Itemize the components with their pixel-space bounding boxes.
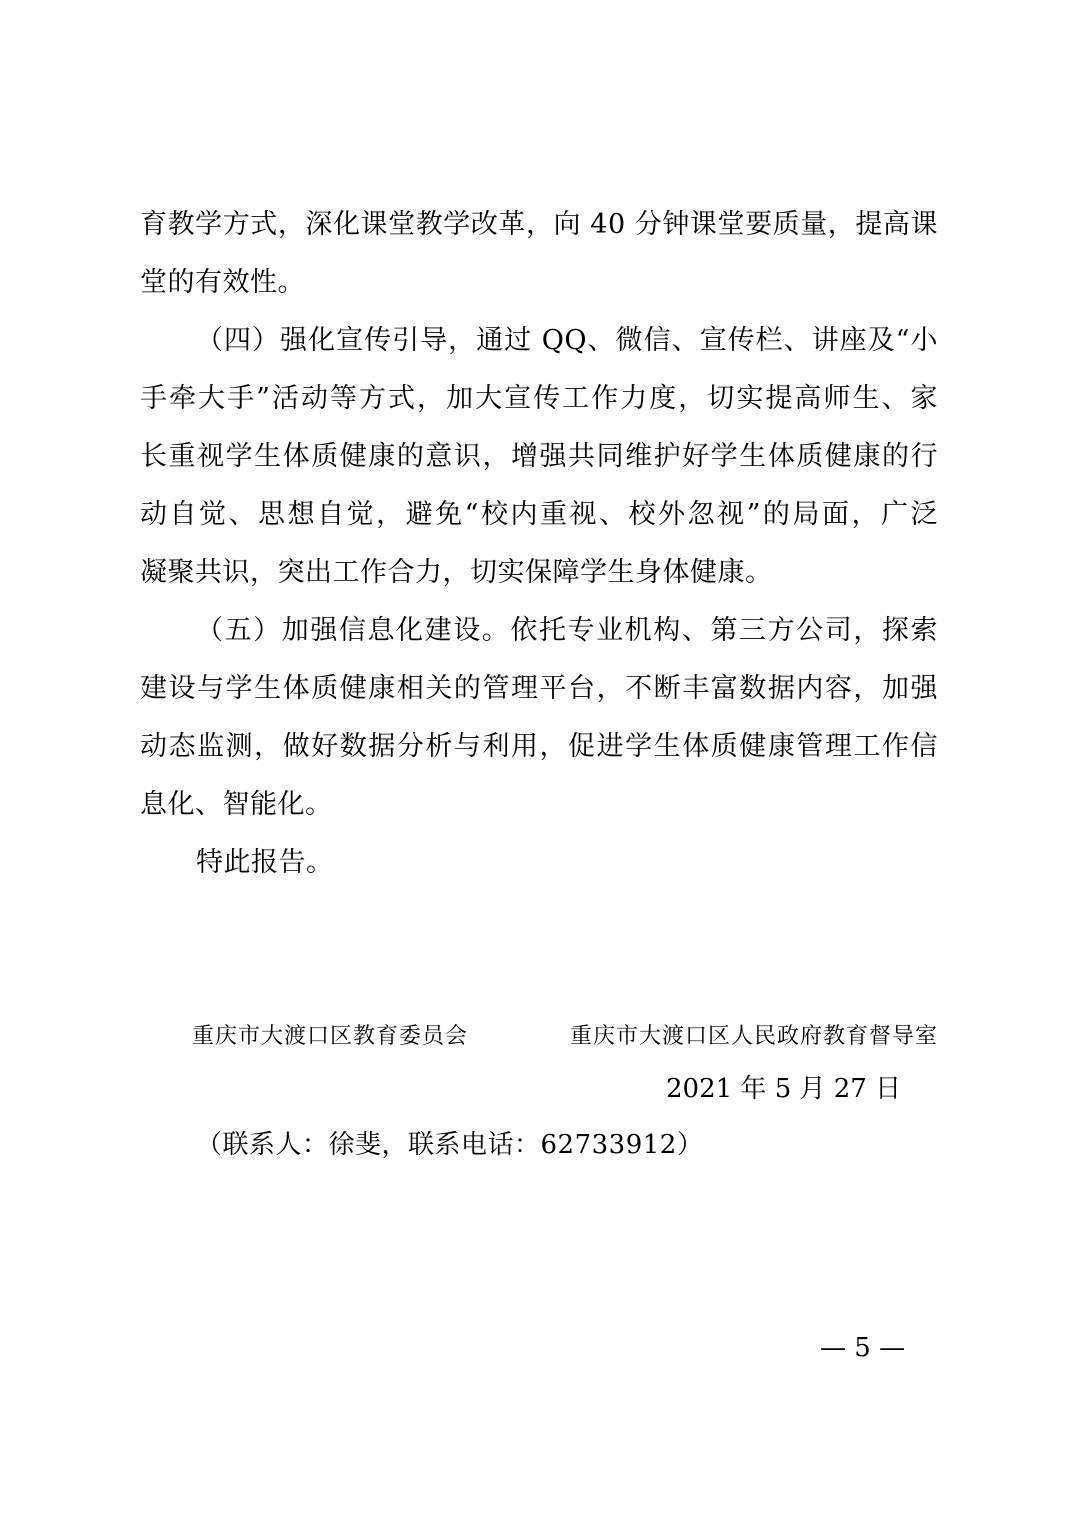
report-body (140, 196, 938, 892)
paragraph-line: 长重视学生体质健康的意识，增强共同维护好学生体质健康的行 (140, 441, 938, 472)
paragraph-line: （四）强化宣传引导，通过 QQ、微信、宣传栏、讲座及“小 (196, 325, 938, 356)
paragraph-line: 息化、智能化。 (140, 789, 333, 820)
signature-issuer-education-commission: 重庆市大渡口区教育委员会 (192, 1024, 469, 1049)
issue-date: 2021 年 5 月 27 日 (666, 1074, 902, 1104)
paragraph-line: 动自觉、思想自觉，避免“校内重视、校外忽视”的局面，广泛 (140, 499, 938, 530)
paragraph-line: 手牵大手”活动等方式，加大宣传工作力度，切实提高师生、家 (140, 383, 938, 414)
closing-line: 特此报告。 (196, 847, 334, 878)
paragraph-line: 堂的有效性。 (140, 267, 305, 298)
paragraph-line: 凝聚共识，突出工作合力，切实保障学生身体健康。 (140, 557, 773, 588)
contact-info: （联系人：徐斐，联系电话：62733912） (196, 1130, 704, 1160)
paragraph-line: 育教学方式，深化课堂教学改革，向 40 分钟课堂要质量，提高课 (140, 209, 938, 240)
paragraph-line: 动态监测，做好数据分析与利用，促进学生体质健康管理工作信 (140, 731, 938, 762)
signature-issuer-supervision-office: 重庆市大渡口区人民政府教育督导室 (569, 1024, 938, 1049)
paragraph-line: （五）加强信息化建设。依托专业机构、第三方公司，探索 (196, 615, 938, 646)
signature-block (192, 1014, 938, 1060)
page-number: — 5 — (820, 1333, 906, 1363)
paragraph-line: 建设与学生体质健康相关的管理平台，不断丰富数据内容，加强 (140, 673, 938, 704)
